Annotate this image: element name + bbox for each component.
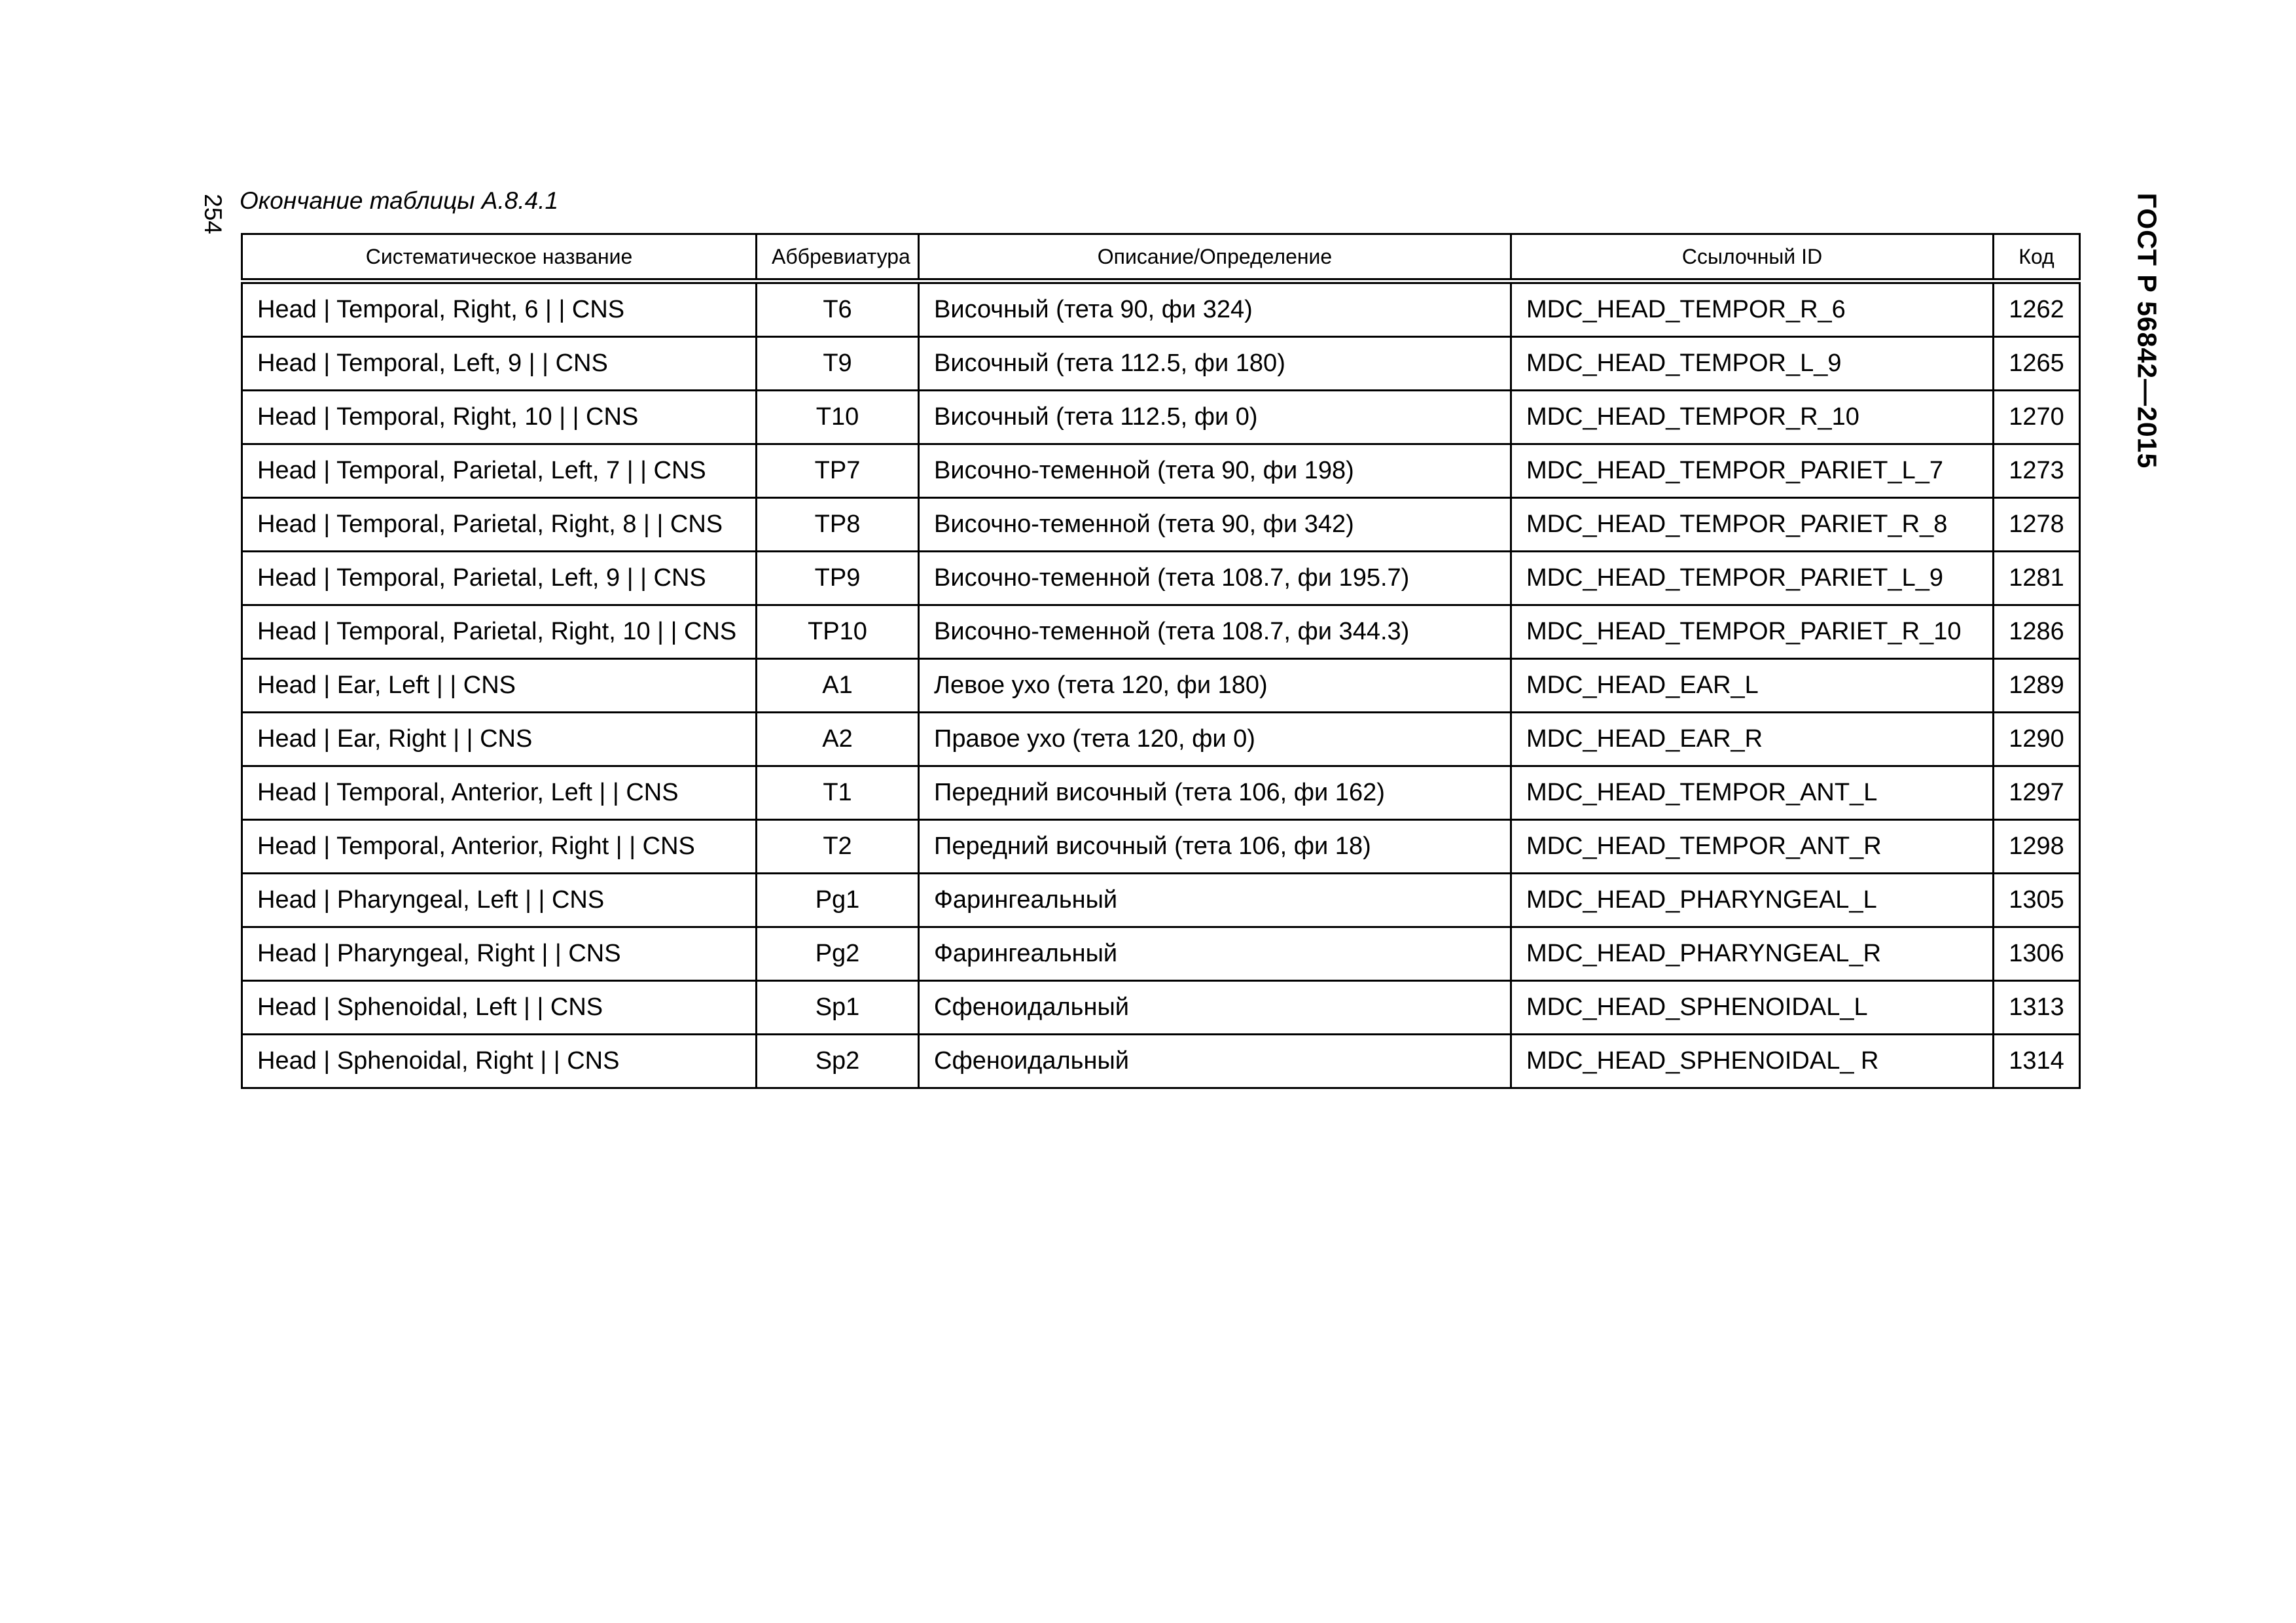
systematic-name-cell: Head | Temporal, Anterior, Left | | CNS: [242, 766, 757, 820]
table-caption: Окончание таблицы А.8.4.1: [240, 187, 559, 214]
systematic-name-cell: Head | Ear, Right | | CNS: [242, 713, 757, 766]
abbreviation-cell: TP9: [757, 552, 919, 605]
description-cell: Височно-теменной (тета 90, фи 198): [919, 444, 1511, 498]
header-row: [242, 234, 2080, 281]
reference-id-cell: MDC_HEAD_EAR_L: [1511, 659, 1994, 713]
code-cell: 1297: [1994, 766, 2080, 820]
abbreviation-cell: TP10: [757, 605, 919, 659]
table-row: [242, 766, 2080, 820]
reference-id-cell: MDC_HEAD_PHARYNGEAL_R: [1511, 927, 1994, 981]
document-id-text: ГОСТ Р 56842—2015: [2132, 192, 2162, 469]
reference-id-cell: MDC_HEAD_SPHENOIDAL_ R: [1511, 1035, 1994, 1088]
reference-id-cell: MDC_HEAD_TEMPOR_R_6: [1511, 281, 1994, 337]
description-cell: Височно-теменной (тета 90, фи 342): [919, 498, 1511, 552]
code-cell: 1281: [1994, 552, 2080, 605]
reference-id-cell: MDC_HEAD_TEMPOR_PARIET_R_10: [1511, 605, 1994, 659]
systematic-name-cell: Head | Temporal, Parietal, Left, 9 | | CNS: [242, 552, 757, 605]
code-cell: 1313: [1994, 981, 2080, 1035]
description-cell: Сфеноидальный: [919, 981, 1511, 1035]
description-cell: Передний височный (тета 106, фи 18): [919, 820, 1511, 874]
reference-id-cell: MDC_HEAD_TEMPOR_L_9: [1511, 337, 1994, 391]
table-row: [242, 444, 2080, 498]
code-cell: 1290: [1994, 713, 2080, 766]
reference-id-cell: MDC_HEAD_TEMPOR_R_10: [1511, 391, 1994, 444]
table-row: [242, 713, 2080, 766]
table-row: [242, 659, 2080, 713]
code-cell: 1278: [1994, 498, 2080, 552]
table-header: [242, 234, 2080, 281]
table-row: [242, 498, 2080, 552]
code-cell: 1305: [1994, 874, 2080, 927]
abbreviation-cell: A1: [757, 659, 919, 713]
table-container: [241, 233, 2079, 1089]
table-row: [242, 820, 2080, 874]
reference-id-cell: MDC_HEAD_TEMPOR_PARIET_L_7: [1511, 444, 1994, 498]
code-cell: 1314: [1994, 1035, 2080, 1088]
code-cell: 1286: [1994, 605, 2080, 659]
header-systematic-name: Систематическое название: [242, 234, 757, 281]
description-cell: Височно-теменной (тета 108.7, фи 344.3): [919, 605, 1511, 659]
systematic-name-cell: Head | Pharyngeal, Right | | CNS: [242, 927, 757, 981]
description-cell: Правое ухо (тета 120, фи 0): [919, 713, 1511, 766]
description-cell: Височный (тета 112.5, фи 180): [919, 337, 1511, 391]
table-row: [242, 874, 2080, 927]
reference-id-cell: MDC_HEAD_PHARYNGEAL_L: [1511, 874, 1994, 927]
header-description: Описание/Определение: [919, 234, 1511, 281]
header-abbreviation: Аббревиатура: [757, 234, 919, 281]
abbreviation-cell: TP8: [757, 498, 919, 552]
table-row: [242, 605, 2080, 659]
description-cell: Височный (тета 112.5, фи 0): [919, 391, 1511, 444]
systematic-name-cell: Head | Pharyngeal, Left | | CNS: [242, 874, 757, 927]
table-row: [242, 1035, 2080, 1088]
abbreviation-cell: Sp1: [757, 981, 919, 1035]
systematic-name-cell: Head | Temporal, Right, 6 | | CNS: [242, 281, 757, 337]
data-table: [241, 233, 2081, 1089]
abbreviation-cell: T9: [757, 337, 919, 391]
table-row: [242, 281, 2080, 337]
systematic-name-cell: Head | Temporal, Left, 9 | | CNS: [242, 337, 757, 391]
systematic-name-cell: Head | Temporal, Right, 10 | | CNS: [242, 391, 757, 444]
table-row: [242, 927, 2080, 981]
description-cell: Фарингеальный: [919, 927, 1511, 981]
systematic-name-cell: Head | Temporal, Parietal, Right, 8 | | CNS: [242, 498, 757, 552]
abbreviation-cell: Sp2: [757, 1035, 919, 1088]
code-cell: 1306: [1994, 927, 2080, 981]
systematic-name-cell: Head | Temporal, Anterior, Right | | CNS: [242, 820, 757, 874]
systematic-name-cell: Head | Temporal, Parietal, Right, 10 | | CNS: [242, 605, 757, 659]
reference-id-cell: MDC_HEAD_TEMPOR_PARIET_R_8: [1511, 498, 1994, 552]
abbreviation-cell: Pg1: [757, 874, 919, 927]
systematic-name-cell: Head | Sphenoidal, Left | | CNS: [242, 981, 757, 1035]
reference-id-cell: MDC_HEAD_TEMPOR_ANT_L: [1511, 766, 1994, 820]
description-cell: Фарингеальный: [919, 874, 1511, 927]
table-body: [242, 281, 2080, 1088]
abbreviation-cell: Pg2: [757, 927, 919, 981]
reference-id-cell: MDC_HEAD_TEMPOR_ANT_R: [1511, 820, 1994, 874]
abbreviation-cell: T10: [757, 391, 919, 444]
abbreviation-cell: T6: [757, 281, 919, 337]
reference-id-cell: MDC_HEAD_SPHENOIDAL_L: [1511, 981, 1994, 1035]
description-cell: Передний височный (тета 106, фи 162): [919, 766, 1511, 820]
reference-id-cell: MDC_HEAD_EAR_R: [1511, 713, 1994, 766]
systematic-name-cell: Head | Temporal, Parietal, Left, 7 | | CNS: [242, 444, 757, 498]
abbreviation-cell: A2: [757, 713, 919, 766]
code-cell: 1289: [1994, 659, 2080, 713]
header-reference-id: Ссылочный ID: [1511, 234, 1994, 281]
abbreviation-cell: T2: [757, 820, 919, 874]
table-row: [242, 391, 2080, 444]
description-cell: Височный (тета 90, фи 324): [919, 281, 1511, 337]
page-number: 254: [200, 194, 226, 234]
description-cell: Левое ухо (тета 120, фи 180): [919, 659, 1511, 713]
header-code: Код: [1994, 234, 2080, 281]
description-cell: Сфеноидальный: [919, 1035, 1511, 1088]
reference-id-cell: MDC_HEAD_TEMPOR_PARIET_L_9: [1511, 552, 1994, 605]
table-row: [242, 552, 2080, 605]
code-cell: 1262: [1994, 281, 2080, 337]
table-row: [242, 337, 2080, 391]
code-cell: 1273: [1994, 444, 2080, 498]
code-cell: 1270: [1994, 391, 2080, 444]
document-id: [2127, 190, 2166, 471]
systematic-name-cell: Head | Sphenoidal, Right | | CNS: [242, 1035, 757, 1088]
abbreviation-cell: TP7: [757, 444, 919, 498]
code-cell: 1265: [1994, 337, 2080, 391]
table-row: [242, 981, 2080, 1035]
code-cell: 1298: [1994, 820, 2080, 874]
systematic-name-cell: Head | Ear, Left | | CNS: [242, 659, 757, 713]
description-cell: Височно-теменной (тета 108.7, фи 195.7): [919, 552, 1511, 605]
abbreviation-cell: T1: [757, 766, 919, 820]
